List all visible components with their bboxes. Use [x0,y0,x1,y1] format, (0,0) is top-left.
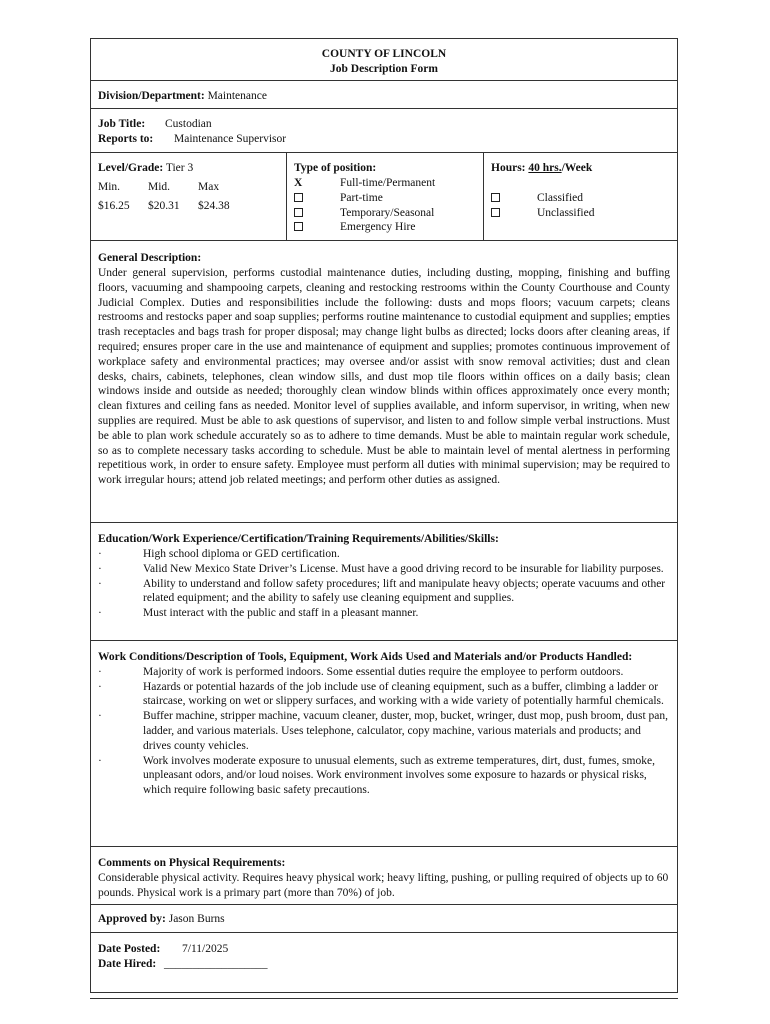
reports-to-value: Maintenance Supervisor [174,133,287,145]
unclassified-label: Unclassified [537,206,595,219]
date-posted-label: Date Posted: [98,943,161,955]
grade-value: Tier 3 [165,162,194,174]
mid-salary: $20.31 [148,200,180,212]
option-label: Emergency Hire [340,221,416,234]
checkbox-icon[interactable] [491,193,500,202]
physical-requirements-section [91,847,677,905]
general-text: Under general supervision, performs custodial maintenance duties, including dusting, mopping, finishing and buffing floors, vacuuming and shampooing carpets, cleaning and restocking restrooms within the County Courthouse and County Judicial Complex. Duties and responsibilities include the following: dusts and mops floors; vacuum carpets; cleans restrooms and restocks paper and soap supplies; performs routine maintenance to custodial equipment and supplies; empties trash receptacles and bags trash for proper disposal; may change light bulbs as directed; locks doors after cleaning areas, if required; ensures proper care in the use and maintenance of equipment and supplies; promotes continuous improvement of workplace safety and environmental practices; may oversee and/or assist with snow removal activities; dust and clean desks, chairs, cabinets, telephones, clean window sills, and dust mop tile floors within offices on a daily basis; clean windows inside and outside as needed; thoroughly clean window blinds within offices approximately once every month; clean fixtures and ceiling fans as needed. Monitor level of supplies available, and inform supervisor, in writing, when new supplies are required. Must be able to ask questions of supervisor, and listen to and follow simple verbal instructions. Must be able to plan work schedule accurately so as to adhere to time demands. Must be able to maintain regular work schedule, so as to complete necessary tasks according to schedule. Must be able to maintain level of mental alertness in performing repetitious work, in order to ensure safety. Employee must perform all duties with minimal supervision; may be required to work irregular hours; attend job related meetings; and perform other duties as assigned. [98,267,670,487]
position-type-cell [287,153,484,240]
option-temporary[interactable] [294,206,476,221]
classified-label: Classified [537,192,583,204]
reports-to-label: Reports to: [98,133,154,145]
hours-cell [484,153,677,240]
position-type-label: Type of position: [294,162,377,174]
checkbox-icon[interactable] [491,208,500,217]
work-conditions-section [91,641,677,847]
footer-rule [90,998,678,999]
division-value: Maintenance [207,90,267,102]
general-heading: General Description: [98,252,202,264]
job-title-value: Custodian [165,118,212,130]
date-hired-label: Date Hired: [98,958,157,970]
checked-mark: X [294,177,303,189]
hours-value: 40 hrs. [528,162,562,174]
general-description-section [91,241,677,523]
list-item: · High school diploma or GED certification. [98,548,340,560]
approved-value: Jason Burns [168,913,225,925]
list-item: · Majority of work is performed indoors. Some essential duties require the employee to perform outdoors. [98,665,624,678]
hours-label: Hours: [491,162,526,174]
division-label: Division/Department: [98,90,205,102]
option-label: Temporary/Seasonal [340,206,435,219]
physical-heading: Comments on Physical Requirements: [98,857,286,869]
education-heading: Education/Work Experience/Certification/Training Requirements/Abilities/Skills: [98,533,499,545]
checkbox-icon[interactable] [294,222,303,231]
list-item: · Must interact with the public and staff in a pleasant manner. [98,607,419,620]
list-item: · Valid New Mexico State Driver’s License. Must have a good driving record to be insurable for liability purposes. [98,562,664,575]
form-header [91,39,677,81]
checkbox-icon[interactable] [294,208,303,217]
approved-section [91,905,677,933]
grade-label: Level/Grade: [98,162,164,174]
dates-section [91,933,677,976]
list-item: · Work involves moderate exposure to unusual elements, such as extreme temperatures, dirt, dust, fumes, smoke, unpleasant odors, and/or loud noises. Work environment involves some exposure to hazards or physical risks, which require following basic safety precautions. [98,754,655,797]
grade-cell [91,153,287,240]
job-title-label: Job Title: [98,118,146,130]
min-salary: $16.25 [98,200,130,212]
approved-label: Approved by: [98,913,166,925]
option-part-time[interactable] [294,191,476,206]
min-label: Min. [98,181,121,193]
date-hired-field[interactable]: __________________ [164,958,268,970]
option-label: Full-time/Permanent [340,177,436,189]
mid-label: Mid. [148,181,171,193]
max-salary: $24.38 [198,200,230,212]
option-label: Part-time [340,191,383,204]
conditions-heading: Work Conditions/Description of Tools, Equipment, Work Aids Used and Materials and/or Products Handled: [98,651,633,663]
option-unclassified[interactable] [491,206,670,221]
position-section [91,153,677,241]
list-item: · Ability to understand and follow safety procedures; lift and manipulate heavy objects; operate vacuums and other related equipment; and the ability to safely use cleaning equipment and supplies. [98,577,666,605]
county-name: COUNTY OF LINCOLN [321,48,447,60]
date-posted-value: 7/11/2025 [182,943,229,955]
physical-text: Considerable physical activity. Requires heavy physical work; heavy lifting, pushing, or pulling required of objects up to 60 pounds. Physical work is a primary part (more than 70%) of job. [98,872,669,899]
education-section [91,523,677,641]
division-section [91,81,677,109]
option-emergency[interactable] [294,220,476,235]
form-title: Job Description Form [330,63,438,75]
checkbox-icon[interactable] [294,193,303,202]
list-item: · Buffer machine, stripper machine, vacuum cleaner, duster, mop, bucket, wringer, dust mop, push broom, dust pan, ladder, and various materials. Uses telephone, calculator, copy machine, various materials and products; and drives county vehicles. [98,710,669,752]
max-label: Max [198,181,220,193]
list-item: · Hazards or potential hazards of the job include use of cleaning equipment, such as a buffer, climbing a ladder or staircase, working on wet or slippery surfaces, and working with a wide variety of potentially harmful chemicals. [98,680,664,708]
option-full-time[interactable] [294,176,476,191]
job-description-form [90,38,678,993]
option-classified[interactable] [491,191,670,206]
hours-suffix: /Week [561,162,593,174]
job-section [91,109,677,153]
